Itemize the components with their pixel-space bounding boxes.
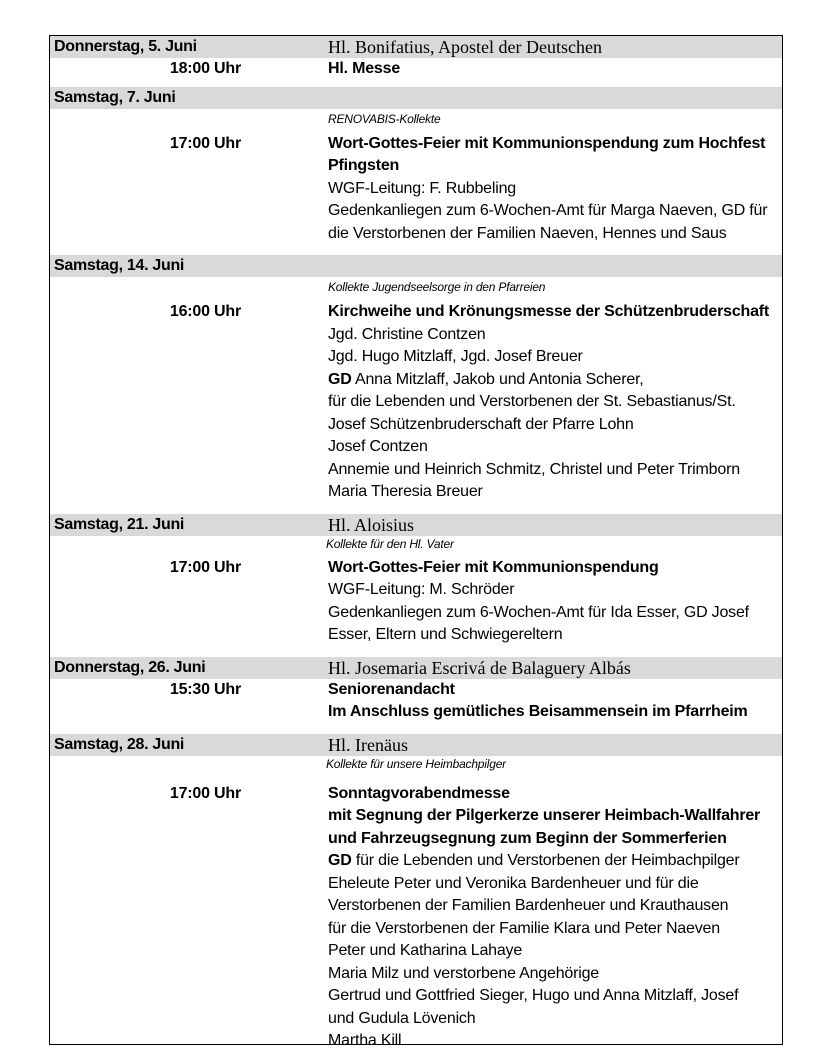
service-line: Esser, Eltern und Schwiegereltern bbox=[328, 626, 563, 643]
day-header bbox=[50, 255, 782, 277]
service-details bbox=[328, 58, 782, 81]
service-line: für die Lebenden und Verstorbenen der St. Sebastianus/St. bbox=[328, 393, 736, 410]
service-entry bbox=[50, 679, 782, 724]
day-date: Samstag, 14. Juni bbox=[54, 257, 185, 274]
service-entry bbox=[50, 557, 782, 647]
day-date: Samstag, 7. Juni bbox=[54, 88, 176, 106]
service-time: 17:00 Uhr bbox=[169, 134, 241, 152]
service-line: Gertrud und Gottfried Sieger, Hugo und Anna Mitzlaff, Josef bbox=[328, 987, 739, 1004]
service-line: GD Anna Mitzlaff, Jakob und Antonia Scherer, bbox=[328, 370, 644, 388]
service-entry bbox=[50, 58, 782, 81]
day-date: Donnerstag, 26. Juni bbox=[54, 658, 206, 676]
service-title: Im Anschluss gemütliches Beisammensein im Pfarrheim bbox=[328, 703, 748, 720]
collection-note: Kollekte für unsere Heimbachpilger bbox=[326, 756, 506, 771]
service-entry bbox=[50, 133, 782, 246]
service-details bbox=[328, 679, 782, 724]
service-line: Maria Theresia Breuer bbox=[328, 483, 483, 500]
service-line: Annemie und Heinrich Schmitz, Christel und Peter Trimborn bbox=[328, 460, 740, 478]
service-details bbox=[328, 557, 782, 647]
day-header bbox=[50, 734, 782, 756]
service-line: WGF-Leitung: F. Rubbeling bbox=[328, 179, 516, 197]
service-time: 17:00 Uhr bbox=[169, 558, 241, 576]
service-line: die Verstorbenen der Familien Naeven, Hennes und Saus bbox=[328, 224, 727, 242]
service-title: mit Segnung der Pilgerkerze unserer Heimbach-Wallfahrer bbox=[328, 807, 761, 824]
service-time: 15:30 Uhr bbox=[169, 680, 241, 698]
service-line: Gedenkanliegen zum 6-Wochen-Amt für Ida Esser, GD Josef bbox=[328, 603, 749, 621]
service-title: Seniorenandacht bbox=[328, 680, 455, 698]
day-date: Donnerstag, 5. Juni bbox=[54, 38, 197, 55]
service-line: Jgd. Christine Contzen bbox=[328, 325, 486, 343]
service-details bbox=[328, 133, 782, 246]
collection-note: RENOVABIS-Kollekte bbox=[328, 111, 441, 126]
service-line: Jgd. Hugo Mitzlaff, Jgd. Josef Breuer bbox=[328, 348, 583, 365]
day-block bbox=[50, 734, 782, 1046]
collection-note: Kollekte für den Hl. Vater bbox=[326, 536, 454, 551]
day-block bbox=[50, 514, 782, 657]
day-date: Samstag, 21. Juni bbox=[54, 515, 185, 533]
service-title: Pfingsten bbox=[328, 157, 400, 174]
day-block bbox=[50, 657, 782, 734]
service-line: Josef Schützenbruderschaft der Pfarre Lohn bbox=[328, 415, 634, 433]
day-block bbox=[50, 36, 782, 87]
service-title: Kirchweihe und Krönungsmesse der Schützenbruderschaft bbox=[328, 303, 770, 320]
gd-prefix: GD bbox=[328, 370, 352, 388]
service-details bbox=[328, 301, 782, 504]
service-entry bbox=[50, 301, 782, 504]
service-title: Hl. Messe bbox=[328, 60, 401, 77]
collection-note: Kollekte Jugendseelsorge in den Pfarreien bbox=[328, 280, 546, 294]
schedule-table bbox=[49, 35, 783, 1045]
service-line: Peter und Katharina Lahaye bbox=[328, 942, 523, 959]
service-title: Sonntagvorabendmesse bbox=[328, 784, 510, 802]
saint-of-day: Hl. Aloisius bbox=[328, 514, 415, 535]
gd-prefix: GD bbox=[328, 852, 352, 869]
service-time: 16:00 Uhr bbox=[169, 303, 241, 320]
saint-of-day: Hl. Bonifatius, Apostel der Deutschen bbox=[328, 37, 602, 57]
service-line: Verstorbenen der Familien Bardenheuer und Krauthausen bbox=[328, 897, 729, 914]
service-title: und Fahrzeugsegnung zum Beginn der Sommerferien bbox=[328, 829, 727, 847]
service-line: WGF-Leitung: M. Schröder bbox=[328, 581, 515, 598]
service-title: Wort-Gottes-Feier mit Kommunionspendung zum Hochfest bbox=[328, 134, 766, 152]
service-line: und Gudula Lövenich bbox=[328, 1009, 476, 1027]
service-time: 17:00 Uhr bbox=[169, 784, 241, 802]
service-title: Wort-Gottes-Feier mit Kommunionspendung bbox=[328, 558, 659, 576]
service-time: 18:00 Uhr bbox=[169, 60, 241, 77]
service-line: Maria Milz und verstorbene Angehörige bbox=[328, 964, 599, 982]
service-entry bbox=[50, 783, 782, 1046]
service-line: GD für die Lebenden und Verstorbenen der Heimbachpilger bbox=[328, 852, 740, 869]
day-header bbox=[50, 514, 782, 536]
service-line: Gedenkanliegen zum 6-Wochen-Amt für Marga Naeven, GD für bbox=[328, 202, 768, 219]
service-line: Martha Kill bbox=[328, 1032, 402, 1045]
saint-of-day: Hl. Josemaria Escrivá de Balaguery Albás bbox=[328, 657, 631, 678]
service-line: Josef Contzen bbox=[328, 438, 428, 455]
service-line: für die Verstorbenen der Familie Klara und Peter Naeven bbox=[328, 919, 720, 937]
day-header bbox=[50, 36, 782, 58]
day-block bbox=[50, 255, 782, 514]
day-header bbox=[50, 657, 782, 679]
day-header bbox=[50, 87, 782, 109]
service-line: Eheleute Peter und Veronika Bardenheuer und für die bbox=[328, 874, 699, 892]
service-details bbox=[328, 783, 782, 1046]
day-date: Samstag, 28. Juni bbox=[54, 735, 185, 753]
day-block bbox=[50, 87, 782, 256]
saint-of-day: Hl. Irenäus bbox=[328, 734, 408, 755]
